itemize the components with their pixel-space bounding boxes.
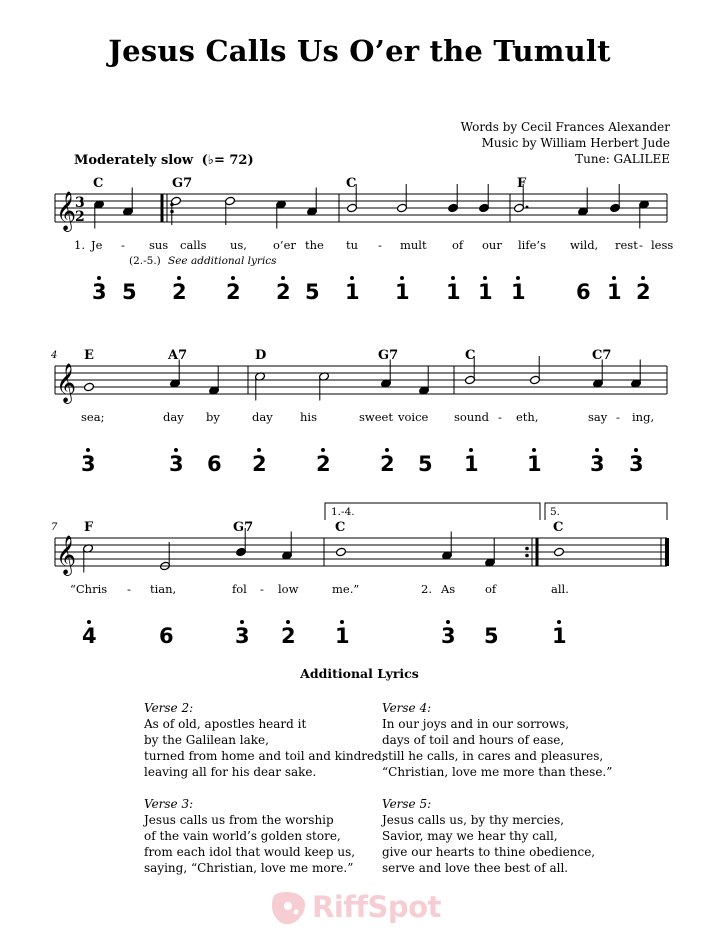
octave-dot [177,276,181,280]
scale-degree: 5 [484,624,499,648]
scale-degree: 1 [607,282,622,303]
verse-label: Verse 4: [382,701,432,715]
scale-degree: 2 [226,282,241,303]
scale-degree: 1 [478,282,493,303]
song-title: Jesus Calls Us O’er the Tumult [108,34,611,68]
lyric-syllable: - [498,410,502,424]
chord-symbol: G7 [233,520,254,535]
lyric-syllable: sound [454,410,489,424]
lyric-syllable: - [260,582,264,596]
scale-degree: 3 [169,454,184,475]
lyric-syllable: of [485,582,497,596]
measure-number: 7 [51,522,58,533]
verse-block [144,796,355,876]
lyric-syllable: ing, [632,410,655,424]
scale-degree: 4 [82,626,97,647]
verse-line: by the Galilean lake, [144,733,269,747]
lyric-syllable: voice [398,410,429,424]
time-signature-bottom: 2 [75,209,85,225]
verse-line: of the vain world’s golden store, [144,829,341,843]
second-ending-label: 5. [550,506,561,518]
lyric-syllable: “Chris [70,582,108,596]
verse-label: Verse 3: [144,797,194,811]
lyric-syllable: sea; [81,410,105,424]
chord-symbol: C [335,520,346,535]
scale-degree: 5 [418,452,433,476]
octave-dot [446,620,450,624]
lyric-syllable: - [616,410,620,424]
octave-dot [286,620,290,624]
lyric-syllable: o’er [273,238,296,252]
verse-line: saying, “Christian, love me more.” [144,861,354,875]
octave-dot [97,276,101,280]
verse-line: leaving all for his dear sake. [144,765,317,779]
scale-degree: 1 [335,626,350,647]
half-note-icon: ♭ [207,153,214,168]
chord-symbol: F [517,176,527,191]
verse-line: “Christian, love me more than these.” [382,765,613,779]
measure-number: 4 [51,350,58,361]
scale-degree: 2 [281,626,296,647]
lyric-syllable: us, [230,238,247,252]
octave-dot [240,620,244,624]
verse-line: Jesus calls us, by thy mercies, [382,813,565,827]
scale-degree: 2 [636,282,651,303]
octave-dot [86,448,90,452]
lyric-syllable: tu [346,238,359,252]
lyric-syllable: by [206,410,220,424]
treble-clef-icon: 𝄞 [56,535,77,575]
lyric-syllable: all. [551,582,569,596]
octave-dot [340,620,344,624]
verse-line: In our joys and in our sorrows, [382,717,570,731]
octave-dot [469,448,473,452]
chord-symbol: C [553,520,564,535]
verse-label: Verse 2: [144,701,194,715]
verse-line: Jesus calls us from the worship [144,813,334,827]
chord-symbol: C [93,176,104,191]
verse-line: days of toil and hours of ease, [382,733,565,747]
riffspot-brand: RiffSpot [312,890,441,924]
lyric-syllable: wild, [570,238,599,252]
tempo-bpm: = 72 [213,153,248,168]
lyric-syllable: calls [180,238,207,252]
scale-degree: 1 [345,282,360,303]
octave-dot [400,276,404,280]
lyric-syllable: tian, [150,582,177,596]
scale-degree: 1 [552,626,567,647]
lyric-syllable: low [278,582,299,596]
verse-line: serve and love thee best of all. [382,861,569,875]
octave-dot [321,448,325,452]
lyric-syllable: As [441,582,456,596]
lyric-syllable: rest [615,238,638,252]
lyric-syllable: our [482,238,502,252]
scale-degree: 5 [122,280,137,304]
lyric-syllable: - [639,238,643,252]
lyric-syllable: me.” [332,582,360,596]
scale-degree: 6 [576,280,591,304]
chord-symbol: F [84,520,94,535]
octave-dot [532,448,536,452]
dot [526,206,529,209]
lyric-syllable: his [300,410,317,424]
scale-degree: 3 [590,454,605,475]
chord-symbol: C [346,176,357,191]
riffspot-logo-icon [270,890,310,926]
verse-number: 1. [74,238,85,252]
octave-dot [634,448,638,452]
lyric-syllable: less [651,238,674,252]
lyric-syllable: day [252,410,273,424]
lyric-syllable: of [452,238,464,252]
scale-degree: 3 [92,282,107,303]
octave-dot [257,448,261,452]
scale-degree: 3 [441,626,456,647]
lyric-syllable: life’s [518,238,546,252]
scale-degree: 2 [380,454,395,475]
notehead [554,547,565,557]
chord-symbol: E [84,348,94,363]
words-credit: Words by Cecil Frances Alexander [460,120,670,134]
octave-dot [385,448,389,452]
chord-symbol: G7 [172,176,193,191]
treble-clef-icon: 𝄞 [56,191,77,231]
scale-degree: 2 [172,282,187,303]
lyric-syllable: 2. [421,582,432,596]
scale-degree: 1 [464,454,479,475]
lyric-syllable: day [163,410,184,424]
lyric-syllable: eth, [516,410,539,424]
verse-line: As of old, apostles heard it [144,717,307,731]
scale-degree: 2 [252,454,267,475]
lyric-syllable: sus [149,238,169,252]
additional-lyrics-title: Additional Lyrics [300,666,419,681]
repeat-dot [525,554,529,558]
scale-degree: 1 [395,282,410,303]
lyric-syllable: the [305,238,324,252]
lyric-syllable: - [121,238,125,252]
verse-label: Verse 5: [382,797,432,811]
octave-dot [87,620,91,624]
scale-degree: 2 [316,454,331,475]
scale-degree: 1 [446,282,461,303]
octave-dot [595,448,599,452]
lyric-syllable: - [127,582,131,596]
verse-block [382,700,612,780]
scale-degree: 6 [159,624,174,648]
octave-dot [483,276,487,280]
chord-symbol: C7 [592,348,612,363]
scale-degree: 3 [235,626,250,647]
first-ending-label: 1.-4. [331,506,355,518]
scale-degree: 1 [527,454,542,475]
verse-line: give our hearts to thine obedience, [382,845,596,859]
tempo-text: Moderately slow [74,153,194,168]
scale-degree: 5 [305,280,320,304]
tune-credit: Tune: GALILEE [575,152,670,166]
repeat-dot [525,547,529,551]
verse-line: from each idol that would keep us, [144,845,356,859]
scale-degree: 3 [629,454,644,475]
verse-line: turned from home and toil and kindred, [144,749,386,763]
verse-line: Savior, may we hear thy call, [382,829,558,843]
octave-dot [350,276,354,280]
lyric-syllable: mult [400,238,427,252]
octave-dot [451,276,455,280]
lyric-note: (2.-5.) [129,255,161,267]
octave-dot [557,620,561,624]
verse-block [144,700,386,780]
octave-dot [612,276,616,280]
lyric-syllable: Je [91,238,103,252]
lyric-note-italic: See additional lyrics [168,255,277,267]
octave-dot [641,276,645,280]
first-ending-bracket [325,503,540,520]
chord-symbol: A7 [168,348,188,363]
octave-dot [231,276,235,280]
notehead [336,547,347,557]
lyric-syllable: - [378,238,382,252]
octave-dot [174,448,178,452]
chord-symbol: C [465,348,476,363]
scale-degree: 6 [207,452,222,476]
notehead [84,382,95,392]
verse-line: still he calls, in cares and pleasures, [382,749,604,763]
tempo-bpm-group: (♭= 72) [201,153,254,168]
music-credit: Music by William Herbert Jude [481,136,670,150]
octave-dot [281,276,285,280]
octave-dot [516,276,520,280]
lyric-syllable: say [588,410,608,424]
chord-symbol: G7 [378,348,399,363]
scale-degree: 3 [81,454,96,475]
lyric-syllable: fol [232,582,247,596]
lyric-syllable: sweet [359,410,393,424]
verse-block [382,796,595,876]
time-signature-top: 3 [75,195,85,211]
chord-symbol: D [255,348,267,363]
scale-degree: 2 [276,282,291,303]
treble-clef-icon: 𝄞 [56,363,77,403]
second-ending-bracket [545,503,667,520]
scale-degree: 1 [511,282,526,303]
